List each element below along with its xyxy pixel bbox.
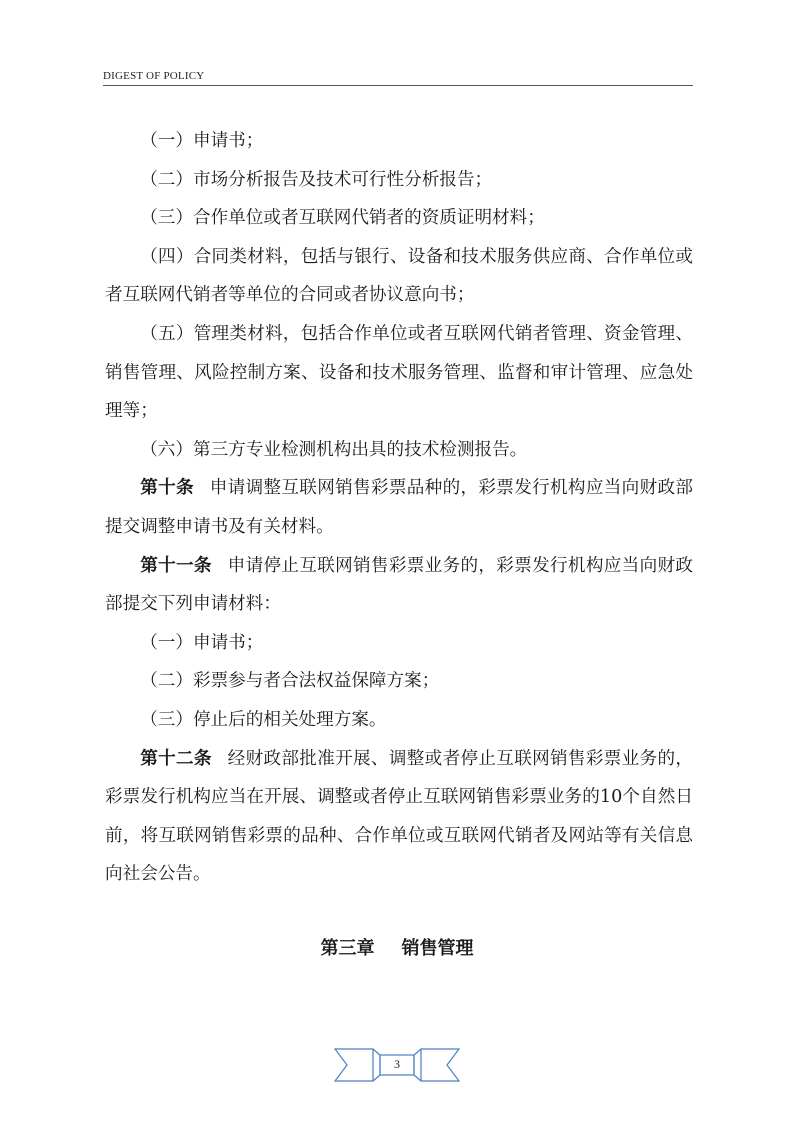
list-item: （一）申请书；: [140, 632, 264, 653]
article-text: 申请调整互联网销售彩票品种的，彩票发行机构应当向财政部提交调整申请书及有关材料。: [105, 478, 693, 537]
article-text: 申请停止互联网销售彩票业务的，彩票发行机构应当向财政部提交下列申请材料：: [105, 555, 693, 615]
list-item: （四）合同类材料，包括与银行、设备和技术服务供应商、合作单位或者互联网代销者等单位的合同或者协议意向书；: [105, 246, 693, 306]
running-header: DIGEST OF POLICY: [103, 70, 205, 82]
article-text: 经财政部批准开展、调整或者停止互联网销售彩票业务的，彩票发行机构应当在开展、调整或者停止互联网销售彩票业务的10个自然日前，将互联网销售彩票的品种、合作单位或互联网代销者及网站等有关信息向社会公告。: [105, 748, 693, 885]
article-11: [105, 547, 693, 624]
chapter-heading: [0, 934, 794, 960]
article-label: 第十二条: [140, 747, 212, 769]
page-number: 3: [394, 1057, 400, 1071]
list-item: （六）第三方专业检测机构出具的技术检测报告。: [140, 439, 528, 460]
document-body: [105, 122, 693, 894]
list-item: （一）申请书；: [140, 131, 264, 151]
header-rule: [103, 85, 693, 86]
list-item: （三）合作单位或者互联网代销者的资质证明材料；: [140, 208, 545, 229]
article-12: [105, 740, 693, 894]
list-item: （三）停止后的相关处理方案。: [140, 709, 387, 730]
chapter-number: 第三章: [320, 938, 375, 959]
article-10: [105, 469, 693, 546]
chapter-title: 销售管理: [401, 938, 474, 959]
article-label: 第十一条: [140, 554, 212, 576]
list-item: （五）管理类材料，包括合作单位或者互联网代销者管理、资金管理、销售管理、风险控制方案、设备和技术服务管理、监督和审计管理、应急处理等；: [105, 323, 693, 422]
list-item: （二）彩票参与者合法权益保障方案；: [140, 671, 440, 692]
list-item: （二）市场分析报告及技术可行性分析报告；: [140, 169, 493, 190]
article-label: 第十条: [140, 477, 194, 499]
